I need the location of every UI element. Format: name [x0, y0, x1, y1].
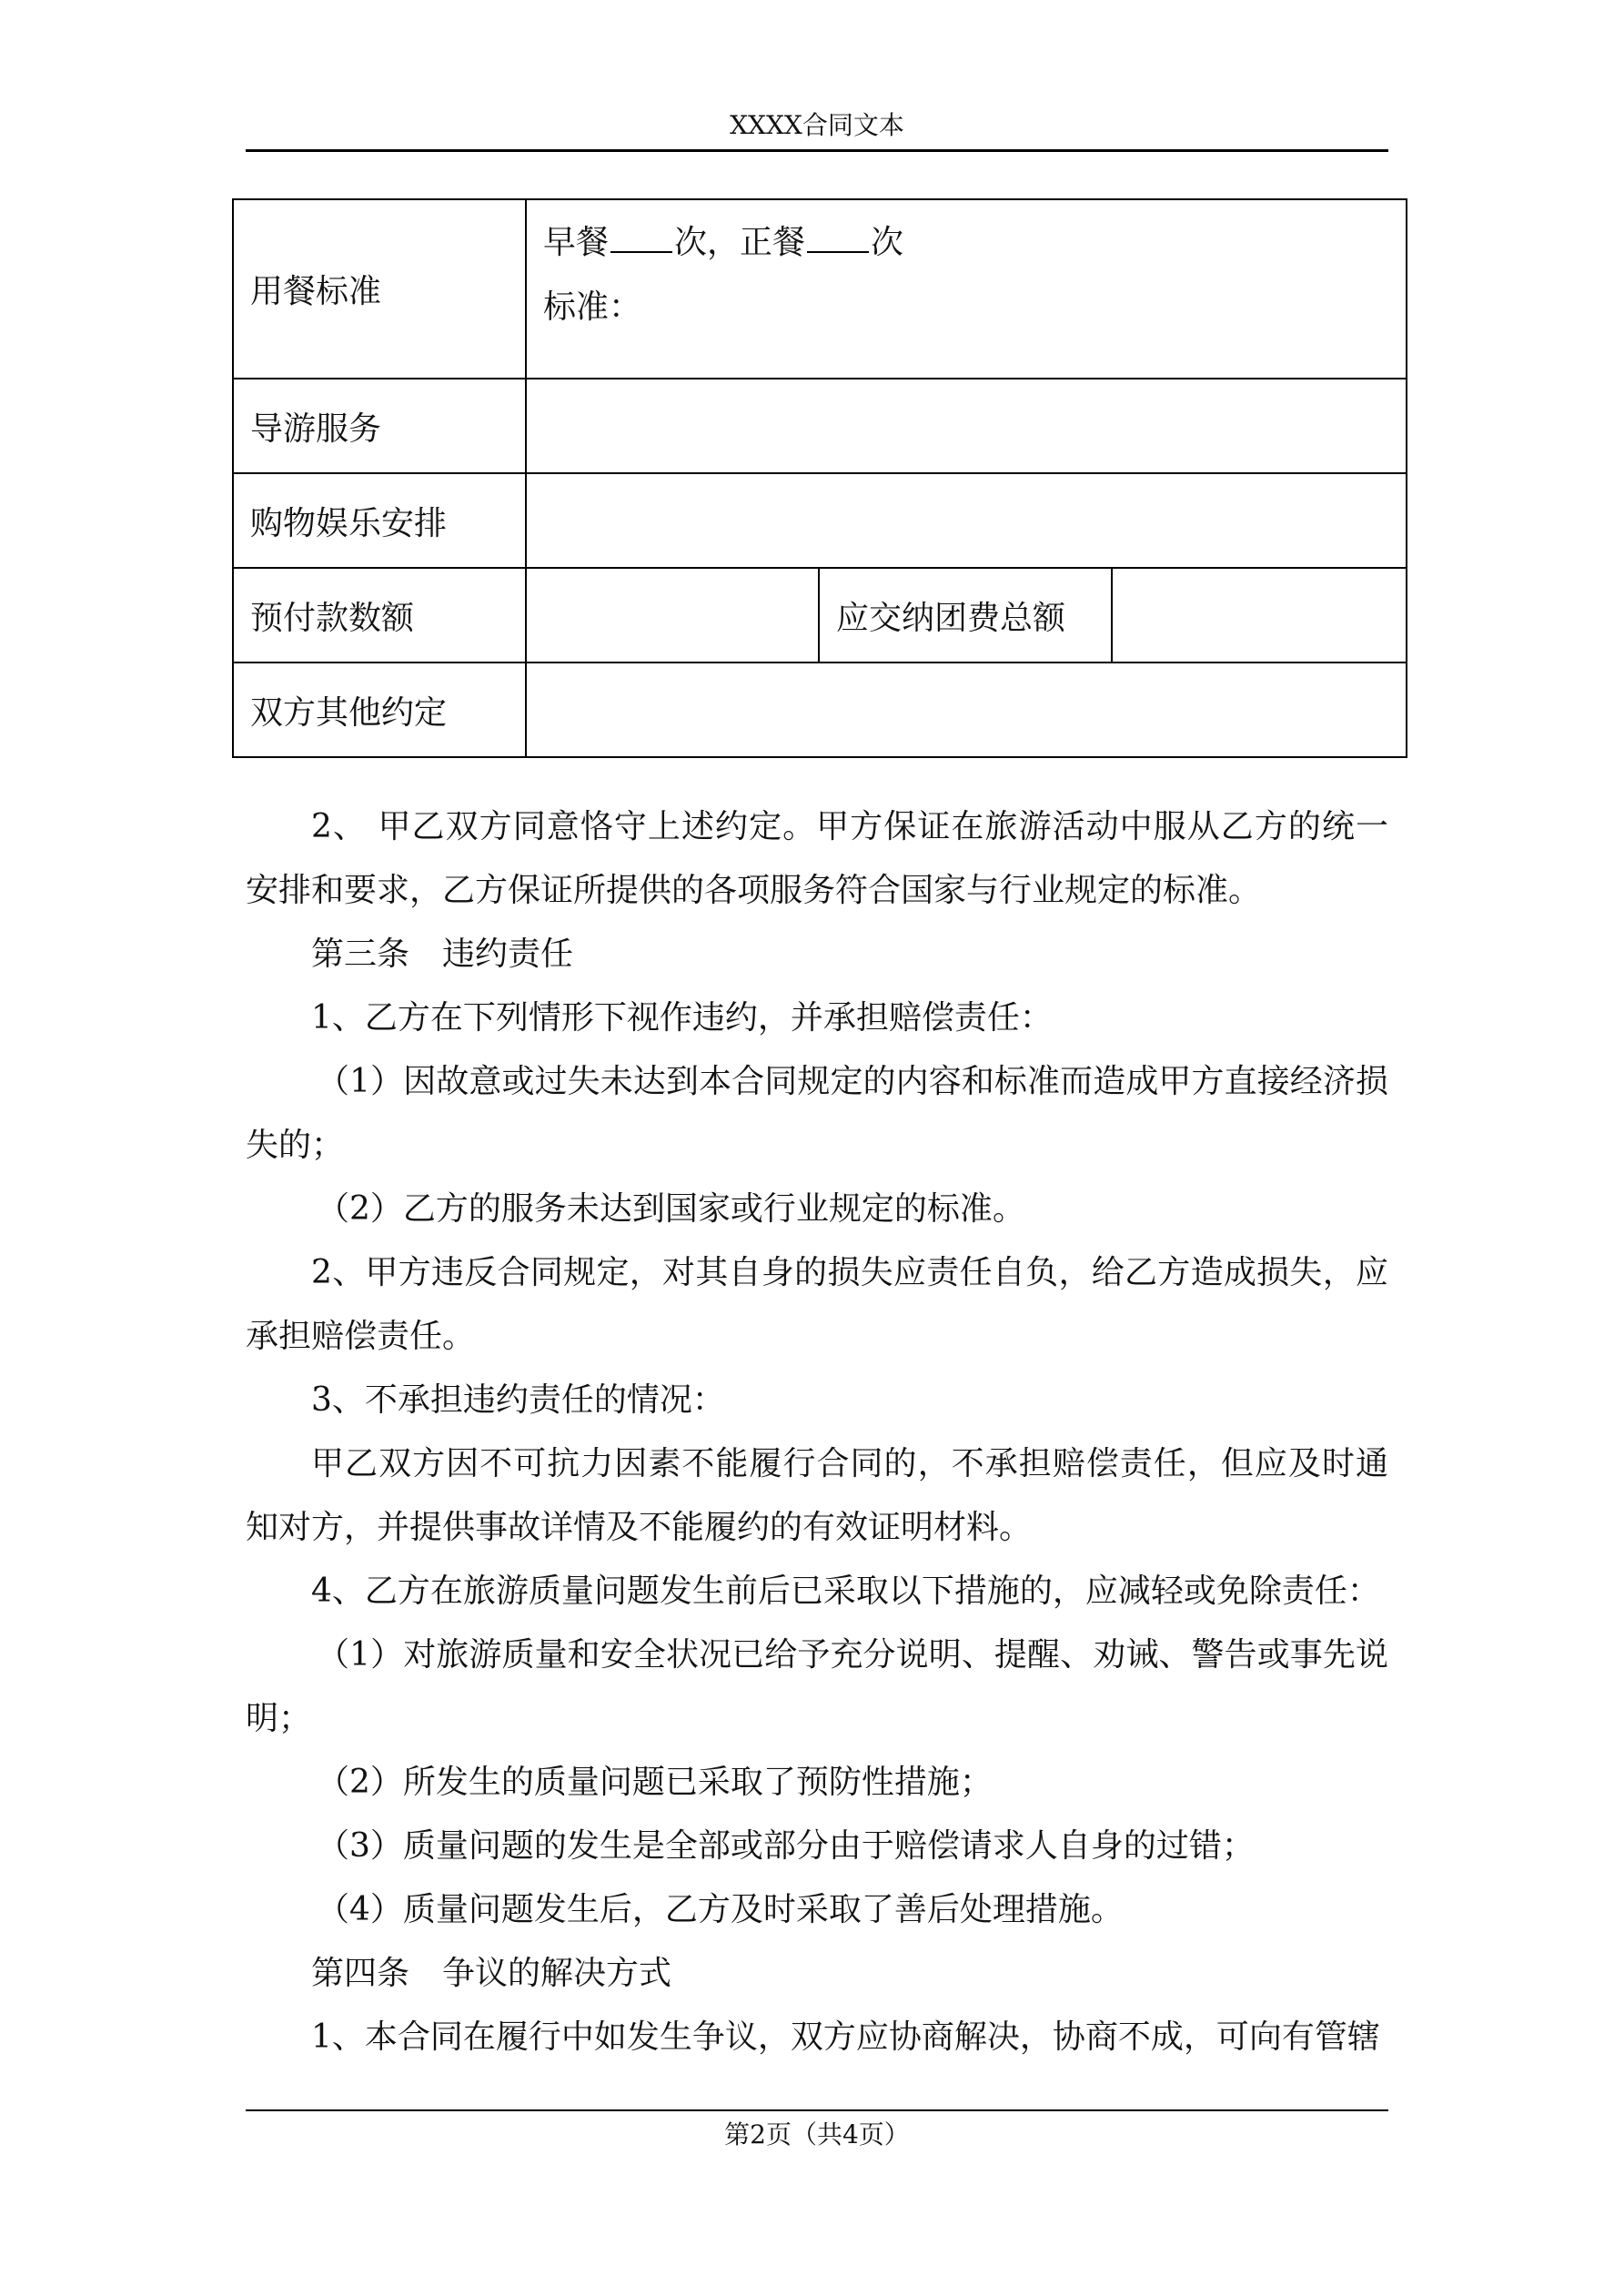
table-row-guide [233, 379, 1407, 473]
guide-service-label: 导游服务 [233, 379, 526, 473]
dinner-suffix: 次 [871, 224, 904, 261]
shopping-value [526, 473, 1407, 568]
paragraph: （1）因故意或过失未达到本合同规定的内容和标准而造成甲方直接经济损失的； [246, 1063, 1388, 1164]
paragraph: （4）质量问题发生后，乙方及时采取了善后处理措施。 [317, 1891, 1124, 1928]
paragraph: 1、本合同在履行中如发生争议，双方应协商解决，协商不成，可向有管辖 [311, 2018, 1380, 2056]
section-heading: 第四条 争议的解决方式 [311, 1955, 672, 1992]
other-agreement-value [526, 663, 1407, 757]
paragraph: 2、 甲乙双方同意恪守上述约定。甲方保证在旅游活动中服从乙方的统一安排和要求，乙方保证所提供的各项服务符合国家与行业规定的标准。 [246, 808, 1388, 909]
guide-service-value [526, 379, 1407, 473]
paragraph: 3、不承担违约责任的情况： [311, 1381, 725, 1419]
itinerary-table [232, 198, 1407, 758]
prepayment-value [526, 568, 819, 663]
paragraph: （2）乙方的服务未达到国家或行业规定的标准。 [317, 1190, 1025, 1228]
paragraph: 4、乙方在旅游质量问题发生前后已采取以下措施的，应减轻或免除责任： [311, 1573, 1380, 1610]
breakfast-label: 早餐 [543, 224, 610, 261]
table-row-shopping [233, 473, 1407, 568]
meal-standard-cell [526, 199, 1407, 379]
header-rule [246, 149, 1388, 152]
paragraph: 2、甲方违反合同规定，对其自身的损失应责任自负，给乙方造成损失，应承担赔偿责任。 [246, 1254, 1388, 1355]
paragraph: （2）所发生的质量问题已采取了预防性措施； [317, 1764, 993, 1801]
shopping-label: 购物娱乐安排 [233, 473, 526, 568]
meal-standard-line: 标准： [543, 288, 642, 326]
table-row-meal [233, 199, 1407, 379]
page-number: 第2页（共4页） [724, 2119, 910, 2149]
table-row-payment [233, 568, 1407, 663]
paragraph: 甲乙双方因不可抗力因素不能履行合同的，不承担赔偿责任，但应及时通知对方，并提供事故详情及不能履约的有效证明材料。 [246, 1445, 1388, 1546]
section-heading: 第三条 违约责任 [311, 936, 574, 973]
page-header-title: XXXX合同文本 [730, 110, 904, 140]
total-fee-value [1112, 568, 1407, 663]
breakfast-count-blank [610, 218, 672, 253]
paragraph: （1）对旅游质量和安全状况已给予充分说明、提醒、劝诫、警告或事先说明； [246, 1636, 1388, 1737]
table-row-other [233, 663, 1407, 757]
total-fee-label: 应交纳团费总额 [819, 568, 1112, 663]
footer-rule [246, 2109, 1388, 2111]
meal-count-line [543, 218, 1406, 259]
other-agreement-label: 双方其他约定 [233, 663, 526, 757]
dinner-label: 次，正餐 [674, 224, 806, 261]
paragraph: （3）质量问题的发生是全部或部分由于赔偿请求人自身的过错； [317, 1827, 1255, 1865]
prepayment-label: 预付款数额 [233, 568, 526, 663]
contract-body [246, 795, 1388, 2069]
dinner-count-blank [807, 218, 869, 253]
paragraph: 1、乙方在下列情形下视作违约，并承担赔偿责任： [311, 999, 1053, 1037]
meal-standard-label: 用餐标准 [233, 199, 526, 379]
